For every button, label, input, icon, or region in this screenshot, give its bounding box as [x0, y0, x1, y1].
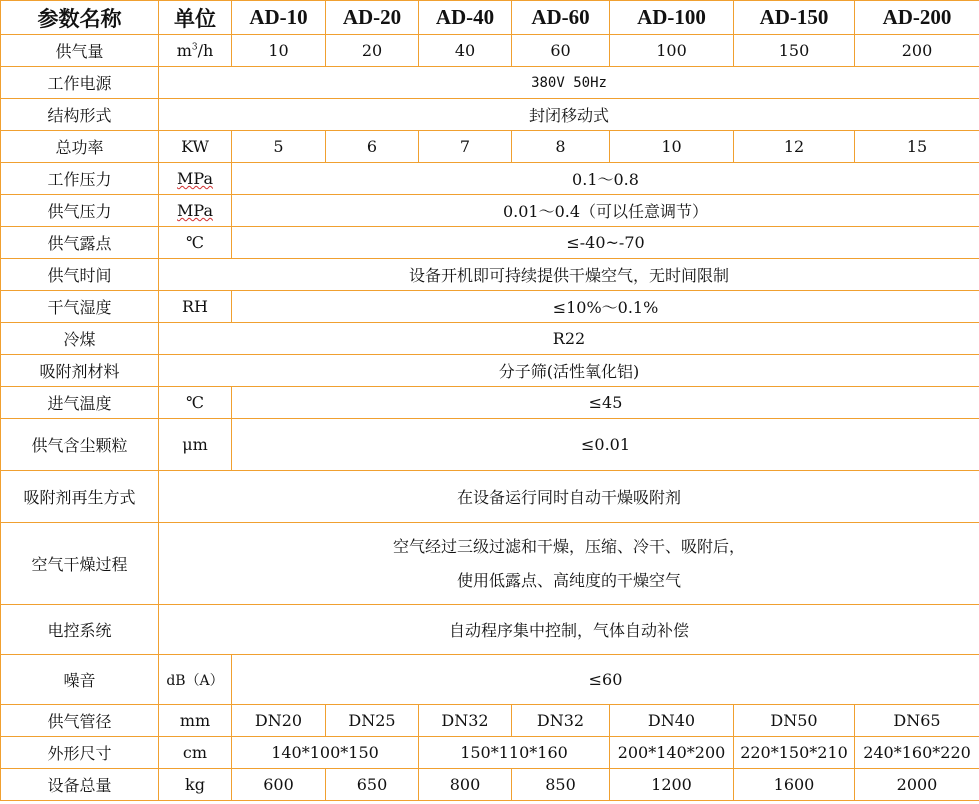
- table-row: [1, 291, 979, 323]
- row-label: 工作电源: [1, 67, 159, 99]
- value-cell: 800: [419, 769, 512, 801]
- row-label: 冷煤: [1, 323, 159, 355]
- table-row: [1, 163, 979, 195]
- row-label: 供气管径: [1, 705, 159, 737]
- value-cell: DN40: [610, 705, 734, 737]
- value-cell: DN32: [419, 705, 512, 737]
- value-cell: 0.01～0.4（可以任意调节）: [232, 195, 979, 227]
- value-cell: 6: [326, 131, 419, 163]
- table-row: [1, 419, 979, 471]
- unit-cell: kg: [159, 769, 232, 801]
- process-line-2: 使用低露点、高纯度的干燥空气: [456, 570, 681, 590]
- row-label: 噪音: [1, 655, 159, 705]
- header-model: AD-150: [734, 1, 855, 35]
- table-row: [1, 655, 979, 705]
- value-cell: 380V 50Hz: [159, 67, 979, 99]
- unit-cell: μm: [159, 419, 232, 471]
- row-label: 吸附剂材料: [1, 355, 159, 387]
- table-row: [1, 131, 979, 163]
- table-row: [1, 605, 979, 655]
- value-cell: 650: [326, 769, 419, 801]
- value-cell: 在设备运行同时自动干燥吸附剂: [159, 471, 979, 523]
- unit-cell: mm: [159, 705, 232, 737]
- row-label: 结构形式: [1, 99, 159, 131]
- value-cell: 自动程序集中控制，气体自动补偿: [159, 605, 979, 655]
- value-cell: 1200: [610, 769, 734, 801]
- value-cell: 150: [734, 35, 855, 67]
- table-row: [1, 355, 979, 387]
- value-cell: 850: [512, 769, 610, 801]
- value-cell: ≤0.01: [232, 419, 979, 471]
- value-cell: 40: [419, 35, 512, 67]
- row-label: 外形尺寸: [1, 737, 159, 769]
- table-row: [1, 523, 979, 605]
- header-unit: 单位: [159, 1, 232, 35]
- value-cell: 20: [326, 35, 419, 67]
- value-cell: 1600: [734, 769, 855, 801]
- header-param: 参数名称: [1, 1, 159, 35]
- table-row: [1, 323, 979, 355]
- row-label: 工作压力: [1, 163, 159, 195]
- value-cell: R22: [159, 323, 979, 355]
- value-cell: 0.1～0.8: [232, 163, 979, 195]
- value-cell: ≤10%～0.1%: [232, 291, 979, 323]
- unit-cell: KW: [159, 131, 232, 163]
- value-cell: 600: [232, 769, 326, 801]
- value-cell: 100: [610, 35, 734, 67]
- table-row: [1, 387, 979, 419]
- value-cell: 10: [232, 35, 326, 67]
- unit-cell: cm: [159, 737, 232, 769]
- value-cell: 5: [232, 131, 326, 163]
- value-cell: 8: [512, 131, 610, 163]
- value-cell: DN25: [326, 705, 419, 737]
- row-label: 干气湿度: [1, 291, 159, 323]
- value-cell: 7: [419, 131, 512, 163]
- header-model: AD-40: [419, 1, 512, 35]
- value-cell: 15: [855, 131, 979, 163]
- row-label: 供气时间: [1, 259, 159, 291]
- value-cell: 140*100*150: [232, 737, 419, 769]
- header-model: AD-200: [855, 1, 979, 35]
- value-cell: 220*150*210: [734, 737, 855, 769]
- row-label: 吸附剂再生方式: [1, 471, 159, 523]
- row-label: 空气干燥过程: [1, 523, 159, 605]
- value-cell: 200: [855, 35, 979, 67]
- value-cell: ≤-40~-70: [232, 227, 979, 259]
- value-cell: DN65: [855, 705, 979, 737]
- value-cell: 10: [610, 131, 734, 163]
- table-row: [1, 705, 979, 737]
- header-model: AD-60: [512, 1, 610, 35]
- value-cell: ≤60: [232, 655, 979, 705]
- row-label: 进气温度: [1, 387, 159, 419]
- row-label: 总功率: [1, 131, 159, 163]
- table-row: [1, 99, 979, 131]
- table-row: [1, 769, 979, 801]
- value-cell: 150*110*160: [419, 737, 610, 769]
- table-row: [1, 67, 979, 99]
- header-model: AD-20: [326, 1, 419, 35]
- table-row: [1, 227, 979, 259]
- unit-cell: MPa: [159, 195, 232, 227]
- value-cell: 12: [734, 131, 855, 163]
- header-model: AD-10: [232, 1, 326, 35]
- value-cell: 60: [512, 35, 610, 67]
- table-row: [1, 471, 979, 523]
- table-row: [1, 737, 979, 769]
- unit-cell: MPa: [159, 163, 232, 195]
- row-label: 设备总量: [1, 769, 159, 801]
- value-cell: DN20: [232, 705, 326, 737]
- value-cell: DN32: [512, 705, 610, 737]
- value-cell: ≤45: [232, 387, 979, 419]
- table-row: [1, 195, 979, 227]
- value-cell: [159, 523, 979, 605]
- header-row: [1, 1, 979, 35]
- unit-cell: dB（A）: [159, 655, 232, 705]
- row-label: 供气露点: [1, 227, 159, 259]
- table-row: [1, 35, 979, 67]
- row-label: 电控系统: [1, 605, 159, 655]
- value-cell: 分子筛(活性氧化铝): [159, 355, 979, 387]
- row-label: 供气压力: [1, 195, 159, 227]
- unit-cell: ℃: [159, 387, 232, 419]
- unit-cell: RH: [159, 291, 232, 323]
- unit-cell: ℃: [159, 227, 232, 259]
- value-cell: DN50: [734, 705, 855, 737]
- row-label: 供气含尘颗粒: [1, 419, 159, 471]
- unit-cell: $m^3/h$: [159, 35, 232, 67]
- value-cell: 2000: [855, 769, 979, 801]
- value-cell: 240*160*220: [855, 737, 979, 769]
- value-cell: 200*140*200: [610, 737, 734, 769]
- header-model: AD-100: [610, 1, 734, 35]
- value-cell: 封闭移动式: [159, 99, 979, 131]
- table-row: [1, 259, 979, 291]
- value-cell: 设备开机即可持续提供干燥空气，无时间限制: [159, 259, 979, 291]
- row-label: 供气量: [1, 35, 159, 67]
- process-line-1: 空气经过三级过滤和干燥，压缩、冷干、吸附后，: [392, 536, 745, 556]
